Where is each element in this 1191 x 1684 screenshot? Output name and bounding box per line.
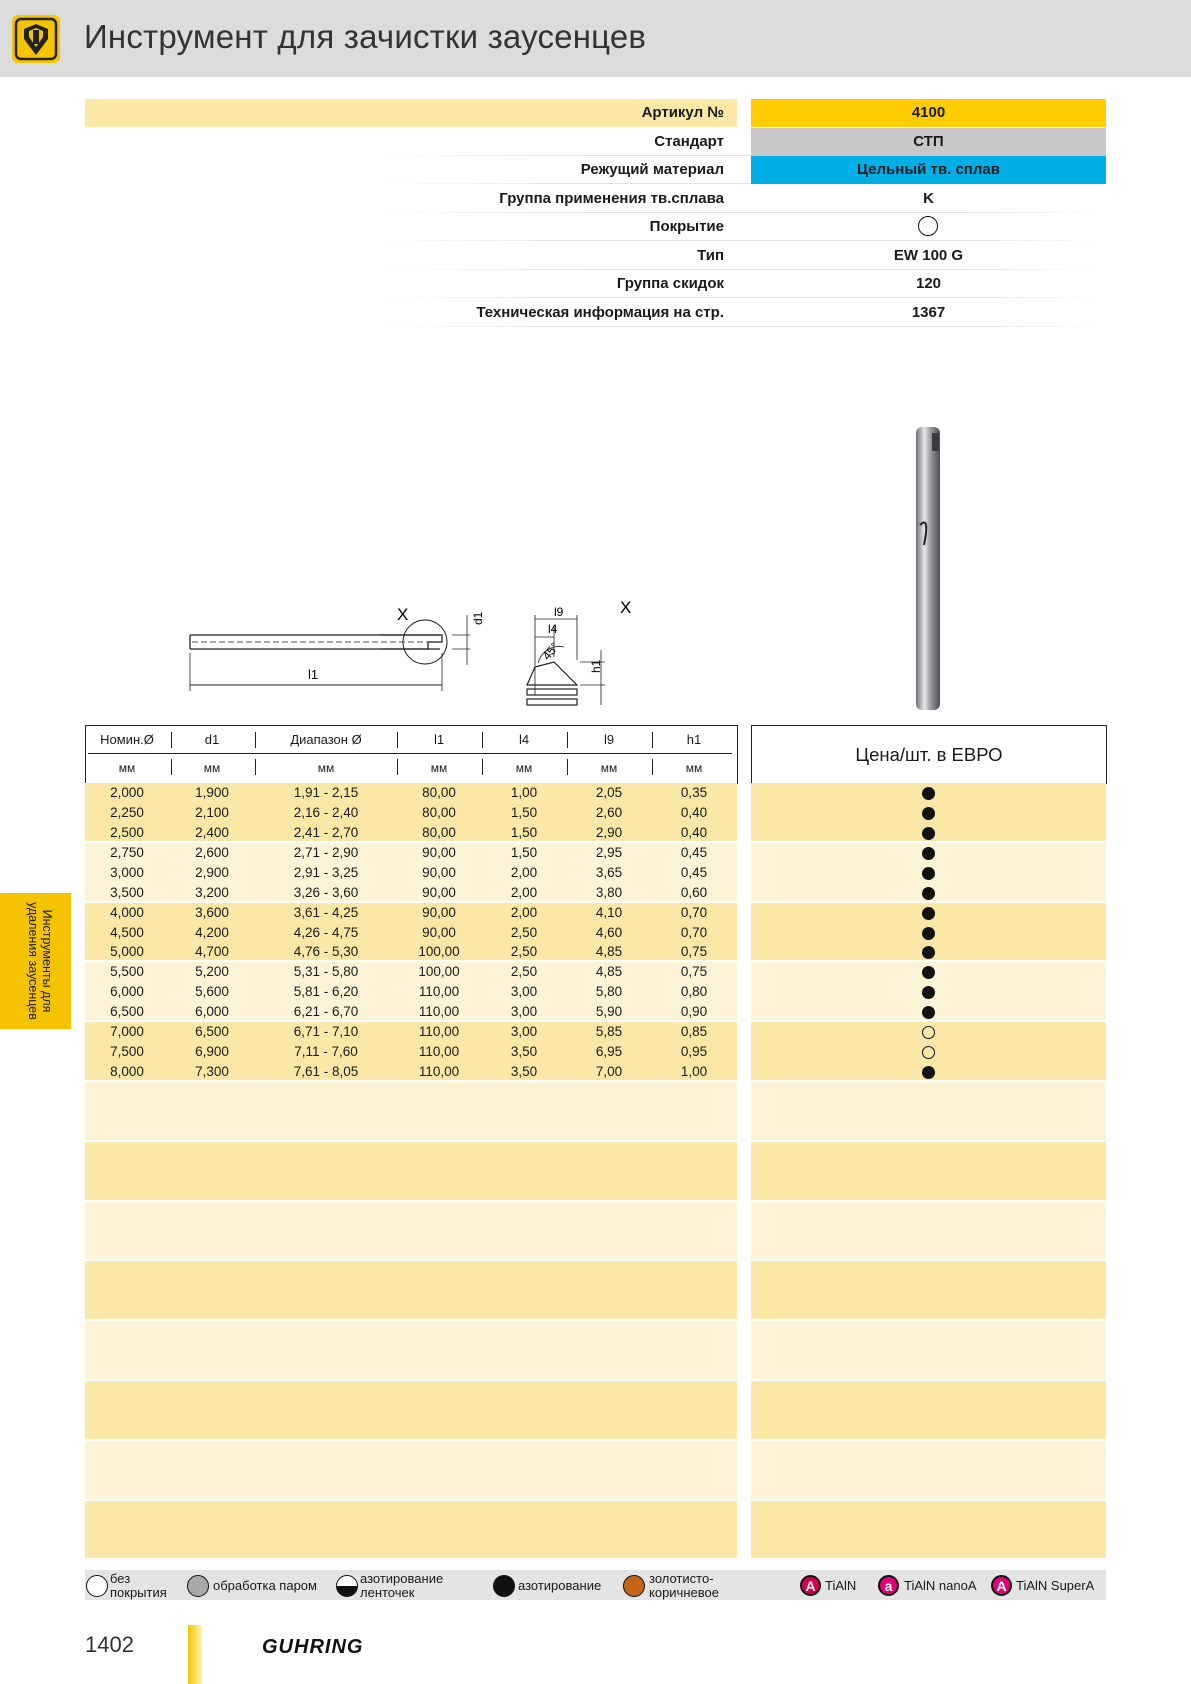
table-cell: 6,500 — [195, 1024, 229, 1040]
spec-value: 4100 — [751, 99, 1106, 127]
table-cell: 1,50 — [510, 804, 538, 820]
table-cell: 110,00 — [418, 1064, 460, 1079]
table-cell: 7,00 — [595, 1064, 623, 1079]
column-header: l1 — [433, 732, 445, 747]
column-unit: мм — [118, 761, 136, 775]
table-cell: 0,75 — [680, 964, 708, 980]
table-cell: 5,000 — [110, 944, 144, 960]
table-cell: 5,81 - 6,20 — [293, 984, 359, 1000]
table-cell: 3,000 — [110, 864, 144, 880]
spec-label: Группа применения тв.сплава — [499, 189, 724, 207]
spec-value: K — [923, 189, 934, 207]
column-unit: мм — [203, 761, 221, 775]
header-separator — [482, 759, 483, 775]
table-cell: 0,80 — [680, 984, 708, 1000]
table-cell: 7,61 - 8,05 — [293, 1064, 359, 1079]
technical-drawing — [180, 595, 650, 715]
deburring-tool-logo-icon — [12, 15, 60, 63]
table-cell: 4,200 — [195, 924, 229, 940]
spec-value: Цельный тв. сплав — [751, 156, 1106, 184]
availability-filled-icon — [922, 827, 935, 840]
table-cell: 5,500 — [110, 964, 144, 980]
spec-label: Техническая информация на стр. — [476, 303, 724, 321]
table-cell: 0,60 — [680, 884, 708, 900]
table-cell: 3,80 — [595, 884, 623, 900]
open-circle-icon — [86, 1575, 108, 1597]
coating-badge-icon: A — [800, 1575, 821, 1596]
legend-label: азотирование ленточек — [360, 1571, 444, 1600]
footer-stripe — [188, 1625, 202, 1684]
column-header: l4 — [518, 732, 530, 747]
tool-outline-drawing — [190, 615, 470, 691]
table-cell: 7,300 — [195, 1064, 229, 1079]
availability-open-icon — [922, 1046, 935, 1059]
product-photo — [912, 425, 947, 715]
header-separator — [255, 732, 256, 748]
table-cell: 2,900 — [195, 864, 229, 880]
row-band — [751, 1501, 1106, 1559]
row-band — [751, 1202, 1106, 1260]
coating-badge-icon: a — [878, 1575, 899, 1596]
table-cell: 3,500 — [110, 884, 144, 900]
table-cell: 8,000 — [110, 1064, 144, 1079]
table-cell: 5,90 — [595, 1004, 623, 1020]
header-divider — [88, 753, 732, 754]
availability-filled-icon — [922, 927, 935, 940]
angle-label: 45° — [539, 639, 562, 663]
row-band — [751, 1142, 1106, 1200]
column-unit: мм — [430, 761, 448, 775]
table-cell: 1,00 — [680, 1064, 708, 1079]
table-cell: 4,26 - 4,75 — [293, 924, 359, 940]
table-cell: 2,000 — [110, 785, 144, 800]
table-cell: 90,00 — [422, 864, 456, 880]
column-unit: мм — [685, 761, 703, 775]
table-cell: 2,400 — [195, 824, 229, 840]
table-cell: 4,000 — [110, 904, 144, 920]
table-cell: 1,00 — [510, 785, 538, 800]
table-cell: 4,85 — [595, 944, 623, 960]
row-band — [85, 1082, 737, 1140]
table-cell: 2,16 - 2,40 — [293, 804, 359, 820]
table-cell: 0,45 — [680, 844, 708, 860]
coating-badge-icon: A — [991, 1575, 1012, 1596]
header-separator — [255, 759, 256, 775]
table-cell: 90,00 — [422, 904, 456, 920]
column-header: Диапазон Ø — [290, 732, 362, 747]
legend-label: TiAlN nanoA — [904, 1578, 977, 1593]
h1-label: h1 — [589, 659, 603, 673]
brand-logo: GUHRING — [262, 1636, 364, 1658]
header-separator — [567, 759, 568, 775]
row-band — [85, 1261, 737, 1319]
table-cell: 100,00 — [418, 944, 460, 960]
column-header: l9 — [603, 732, 615, 747]
table-cell: 2,90 — [595, 824, 623, 840]
table-cell: 3,26 - 3,60 — [293, 884, 359, 900]
table-cell: 5,85 — [595, 1024, 623, 1040]
row-band — [85, 1381, 737, 1439]
availability-filled-icon — [922, 807, 935, 820]
column-unit: мм — [317, 761, 335, 775]
column-header: h1 — [686, 732, 702, 747]
table-cell: 7,11 - 7,60 — [294, 1044, 358, 1060]
table-cell: 1,91 - 2,15 — [293, 785, 359, 800]
row-band — [85, 1501, 737, 1559]
availability-filled-icon — [922, 887, 935, 900]
spec-label: Покрытие — [649, 218, 724, 235]
legend-label: TiAlN — [825, 1578, 857, 1593]
open-circle-icon — [918, 216, 938, 236]
table-cell: 1,50 — [510, 824, 538, 840]
spec-value: 1367 — [911, 303, 946, 321]
row-band — [85, 1142, 737, 1200]
table-cell: 80,00 — [422, 804, 456, 820]
table-cell: 110,00 — [418, 984, 460, 1000]
table-cell: 0,90 — [680, 1004, 708, 1020]
table-cell: 3,50 — [510, 1064, 538, 1079]
table-cell: 2,00 — [510, 884, 538, 900]
table-cell: 2,05 — [595, 785, 623, 800]
row-band — [751, 1441, 1106, 1499]
row-band — [85, 1321, 737, 1379]
row-band — [85, 1202, 737, 1260]
table-cell: 5,80 — [595, 984, 623, 1000]
table-cell: 0,70 — [680, 924, 708, 940]
table-cell: 90,00 — [422, 924, 456, 940]
page-title: Инструмент для зачистки заусенцев — [84, 18, 647, 55]
header-separator — [652, 732, 653, 748]
l1-label: l1 — [308, 667, 319, 682]
table-cell: 3,50 — [510, 1044, 538, 1060]
table-cell: 0,70 — [680, 904, 708, 920]
black-circle-icon — [493, 1575, 515, 1597]
table-cell: 2,95 — [595, 844, 623, 860]
spec-label: Режущий материал — [580, 161, 724, 178]
table-cell: 7,000 — [110, 1024, 144, 1040]
table-cell: 3,61 - 4,25 — [293, 904, 359, 920]
table-cell: 6,71 - 7,10 — [293, 1024, 359, 1040]
table-cell: 2,250 — [110, 804, 144, 820]
row-band — [751, 1261, 1106, 1319]
row-band — [751, 1082, 1106, 1140]
table-cell: 4,85 — [595, 964, 623, 980]
l4-label: l4 — [548, 622, 558, 636]
table-cell: 2,41 - 2,70 — [293, 824, 359, 840]
table-cell: 5,200 — [195, 964, 229, 980]
header-separator — [567, 732, 568, 748]
table-cell: 4,60 — [595, 924, 623, 940]
table-cell: 2,50 — [510, 964, 538, 980]
table-cell: 2,50 — [510, 924, 538, 940]
row-band — [751, 1381, 1106, 1439]
table-cell: 0,95 — [680, 1044, 708, 1060]
table-cell: 6,500 — [110, 1004, 144, 1020]
table-cell: 0,40 — [680, 824, 708, 840]
table-cell: 80,00 — [422, 785, 456, 800]
table-cell: 80,00 — [422, 824, 456, 840]
table-cell: 3,65 — [595, 864, 623, 880]
availability-filled-icon — [922, 1066, 935, 1079]
availability-filled-icon — [922, 787, 935, 800]
price-header: Цена/шт. в ЕВРО — [751, 725, 1107, 784]
spec-label: Артикул № — [641, 104, 724, 121]
chapter-side-tab[interactable] — [0, 893, 71, 1029]
spec-value: EW 100 G — [893, 246, 964, 264]
table-cell: 1,900 — [195, 785, 229, 800]
spec-label: Группа скидок — [616, 275, 724, 292]
table-cell: 110,00 — [418, 1004, 460, 1020]
table-cell: 3,00 — [510, 1004, 538, 1020]
table-cell: 2,600 — [195, 844, 229, 860]
availability-filled-icon — [922, 847, 935, 860]
table-cell: 0,75 — [680, 944, 708, 960]
legend-label: TiAlN SuperA — [1016, 1578, 1095, 1593]
l9-label: l9 — [554, 605, 564, 619]
table-cell: 2,71 - 2,90 — [293, 844, 359, 860]
table-cell: 4,500 — [110, 924, 144, 940]
header-separator — [652, 759, 653, 775]
d1-label: d1 — [471, 611, 485, 625]
side-tab-label: Инструменты для удаления заусенцев — [26, 902, 54, 1020]
table-cell: 0,85 — [680, 1024, 708, 1040]
table-cell: 7,500 — [110, 1044, 144, 1060]
table-cell: 5,600 — [195, 984, 229, 1000]
table-cell: 2,00 — [510, 904, 538, 920]
spec-value: СТП — [751, 128, 1106, 156]
table-cell: 3,200 — [195, 884, 229, 900]
spec-value: 120 — [915, 275, 942, 292]
table-cell: 2,00 — [510, 864, 538, 880]
grey-circle-icon — [187, 1575, 209, 1597]
table-cell: 4,10 — [595, 904, 623, 920]
table-cell: 0,40 — [680, 804, 708, 820]
table-cell: 100,00 — [418, 964, 460, 980]
header-separator — [482, 732, 483, 748]
legend-label: обработка паром — [213, 1578, 317, 1593]
legend-label: без покрытия — [110, 1571, 167, 1600]
row-band — [85, 1441, 737, 1499]
table-cell: 2,750 — [110, 844, 144, 860]
table-cell: 110,00 — [418, 1044, 460, 1060]
table-cell: 0,45 — [680, 864, 708, 880]
table-cell: 3,00 — [510, 1024, 538, 1040]
table-cell: 2,50 — [510, 944, 538, 960]
header-separator — [171, 759, 172, 775]
header-separator — [397, 732, 398, 748]
detail-marker-label: X — [397, 605, 409, 624]
table-cell: 110,00 — [418, 1024, 460, 1040]
detail-view-marker: X — [620, 598, 632, 617]
page-number: 1402 — [85, 1632, 134, 1657]
table-cell: 0,35 — [680, 785, 708, 800]
table-cell: 6,21 - 6,70 — [293, 1004, 359, 1020]
availability-filled-icon — [922, 867, 935, 880]
legend-label: азотирование — [518, 1578, 602, 1593]
column-header: d1 — [204, 732, 220, 747]
table-cell: 1,50 — [510, 844, 538, 860]
column-header: Номин.Ø — [100, 732, 154, 747]
table-cell: 3,600 — [195, 904, 229, 920]
table-cell: 5,31 - 5,80 — [293, 964, 359, 980]
spec-label: Стандарт — [654, 132, 724, 150]
table-cell: 2,91 - 3,25 — [293, 864, 359, 880]
table-cell: 6,000 — [110, 984, 144, 1000]
table-cell: 4,700 — [195, 944, 229, 960]
table-cell: 2,60 — [595, 804, 623, 820]
header-separator — [397, 759, 398, 775]
table-cell: 2,100 — [195, 804, 229, 820]
half-circle-icon — [336, 1575, 358, 1597]
table-cell: 6,000 — [195, 1004, 229, 1020]
brown-circle-icon — [623, 1575, 645, 1597]
table-cell: 2,500 — [110, 824, 144, 840]
legend-label: золотисто-коричневое — [649, 1571, 719, 1600]
row-band — [751, 1321, 1106, 1379]
table-cell: 6,900 — [195, 1044, 229, 1060]
table-cell: 4,76 - 5,30 — [293, 944, 359, 960]
table-cell: 90,00 — [422, 844, 456, 860]
spec-label: Тип — [697, 246, 724, 264]
header-separator — [171, 732, 172, 748]
column-unit: мм — [515, 761, 533, 775]
table-cell: 90,00 — [422, 884, 456, 900]
column-unit: мм — [600, 761, 618, 775]
table-cell: 6,95 — [595, 1044, 623, 1060]
table-cell: 3,00 — [510, 984, 538, 1000]
availability-filled-icon — [922, 907, 935, 920]
